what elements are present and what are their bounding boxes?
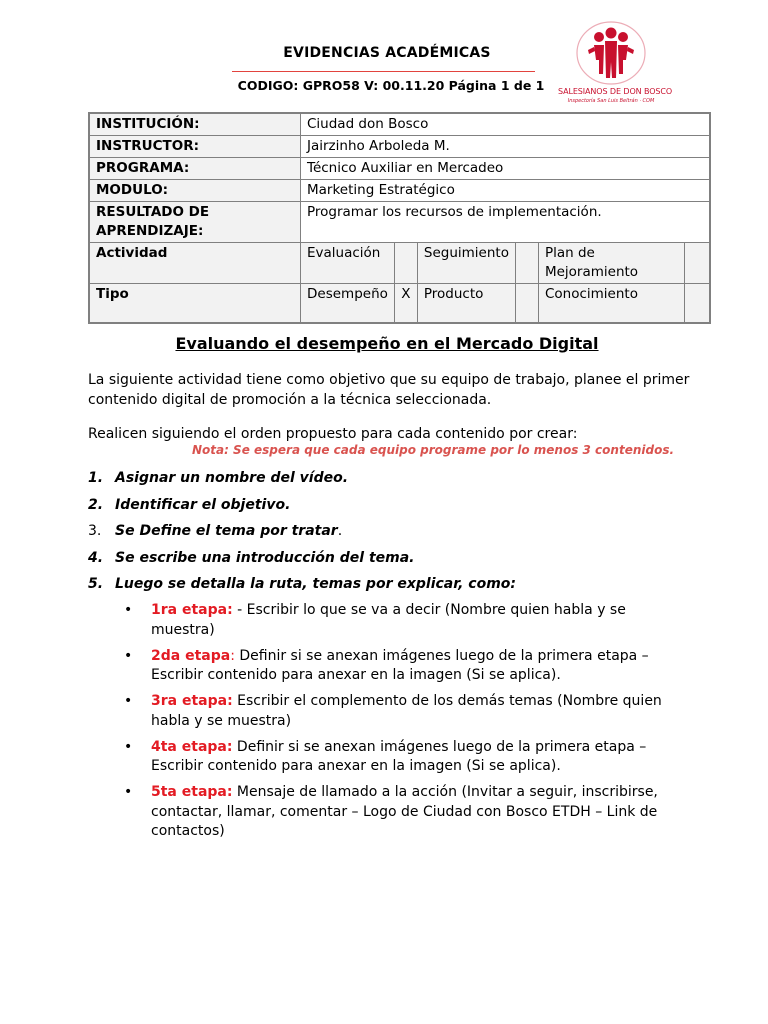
stage-text: - Escribir lo que se va a decir (Nombre quien habla y se muestra) [151, 602, 626, 638]
stage-label: 3ra etapa: [151, 693, 233, 709]
actividad-label: Actividad [89, 243, 301, 284]
step-number: 3. [88, 523, 102, 539]
stage-separator: : [230, 647, 235, 664]
table-row [89, 158, 710, 180]
list-item [88, 548, 698, 575]
step-text: Luego se detalla la ruta, temas por explicar, como: [115, 576, 516, 592]
tipo-check-producto [515, 284, 538, 324]
modulo-label: MODULO: [89, 180, 301, 202]
header-divider [232, 71, 535, 72]
actividad-option-seguimiento: Seguimiento [417, 243, 515, 284]
actividad-check-plan [684, 243, 710, 284]
programa-label: PROGRAMA: [89, 158, 301, 180]
list-item [88, 521, 698, 548]
stages-list [124, 601, 664, 848]
salesianos-logo-icon [558, 20, 664, 86]
step-text: Identificar el objetivo. [115, 496, 291, 513]
list-item [124, 783, 664, 842]
course-info-table [88, 112, 711, 324]
stage-text: Escribir el complemento de los demás temas (Nombre quien habla y se muestra) [151, 693, 662, 729]
step-number: 5. [88, 576, 104, 592]
programa-value: Técnico Auxiliar en Mercadeo [301, 158, 711, 180]
list-item [124, 738, 664, 777]
table-row [89, 243, 710, 284]
actividad-check-evaluacion [394, 243, 417, 284]
modulo-value: Marketing Estratégico [301, 180, 711, 202]
logo-subtitle: Inspectoría San Luis Beltrán · COM [567, 98, 655, 104]
table-row [89, 284, 710, 324]
bullet-icon: • [124, 602, 133, 618]
list-item [124, 647, 664, 686]
bullet-icon: • [124, 784, 133, 800]
salesianos-logo [558, 20, 673, 112]
note-text: Nota: Se espera que cada equipo programe por lo menos 3 contenidos. [191, 443, 675, 457]
institucion-label: INSTITUCIÓN: [89, 113, 301, 136]
tipo-option-producto: Producto [417, 284, 515, 324]
bullet-icon: • [124, 693, 133, 709]
actividad-option-plan: Plan de Mejoramiento [538, 243, 684, 284]
instruction-paragraph: Realicen siguiendo el orden propuesto para cada contenido por crear: [88, 426, 578, 442]
tipo-option-conocimiento: Conocimiento [538, 284, 684, 324]
resultado-value: Programar los recursos de implementación. [301, 202, 711, 243]
instructor-value: Jairzinho Arboleda M. [301, 136, 711, 158]
table-row [89, 180, 710, 202]
institucion-value: Ciudad don Bosco [301, 113, 711, 136]
step-number: 1. [88, 470, 104, 486]
document-title: Evaluando el desempeño en el Mercado Digital [175, 334, 599, 353]
tipo-label: Tipo [89, 284, 301, 324]
list-item [124, 601, 664, 640]
tipo-option-desempeno: Desempeño [301, 284, 395, 324]
bullet-icon: • [124, 647, 133, 664]
tipo-check-conocimiento [684, 284, 710, 324]
stage-text: Mensaje de llamado a la acción (Invitar a seguir, inscribirse, contactar, llamar, comentar – Logo de Ciudad con Bosco ETDH – Link de contactos) [151, 784, 658, 839]
actividad-check-seguimiento [515, 243, 538, 284]
table-row [89, 136, 710, 158]
step-number: 4. [88, 549, 104, 566]
tipo-check-desempeno: X [394, 284, 417, 324]
document-code: CODIGO: GPRO58 V: 00.11.20 Página 1 de 1 [237, 78, 545, 93]
stage-text: Definir si se anexan imágenes luego de la primera etapa – Escribir contenido para anexar en la imagen (Si se aplica). [151, 738, 647, 774]
table-row [89, 113, 710, 136]
steps-list [88, 468, 698, 601]
stage-label: 2da etapa [151, 647, 231, 664]
logo-name: SALESIANOS DE DON BOSCO [558, 87, 673, 96]
list-item [124, 692, 664, 731]
step-suffix: . [337, 523, 343, 539]
stage-label: 4ta etapa: [151, 738, 233, 755]
step-text: Asignar un nombre del vídeo. [115, 470, 349, 486]
actividad-option-evaluacion: Evaluación [301, 243, 395, 284]
table-row [89, 202, 710, 243]
bullet-icon: • [124, 738, 133, 755]
stage-label: 1ra etapa: [151, 602, 233, 618]
step-text: Se Define el tema por tratar [115, 523, 338, 539]
step-number: 2. [88, 496, 104, 513]
list-item [88, 468, 698, 495]
list-item [88, 495, 698, 522]
header-title: EVIDENCIAS ACADÉMICAS [283, 45, 491, 61]
intro-paragraph: La siguiente actividad tiene como objetivo que su equipo de trabajo, planee el primer contenido digital de promoción a la técnica seleccionada. [88, 372, 690, 408]
stage-text: Definir si se anexan imágenes luego de la primera etapa – Escribir contenido para anexar en la imagen (Si se aplica). [151, 647, 649, 683]
stage-label: 5ta etapa: [151, 784, 233, 800]
step-text: Se escribe una introducción del tema. [115, 549, 415, 566]
instructor-label: INSTRUCTOR: [89, 136, 301, 158]
resultado-label: RESULTADO DE APRENDIZAJE: [89, 202, 301, 243]
list-item [88, 574, 698, 601]
